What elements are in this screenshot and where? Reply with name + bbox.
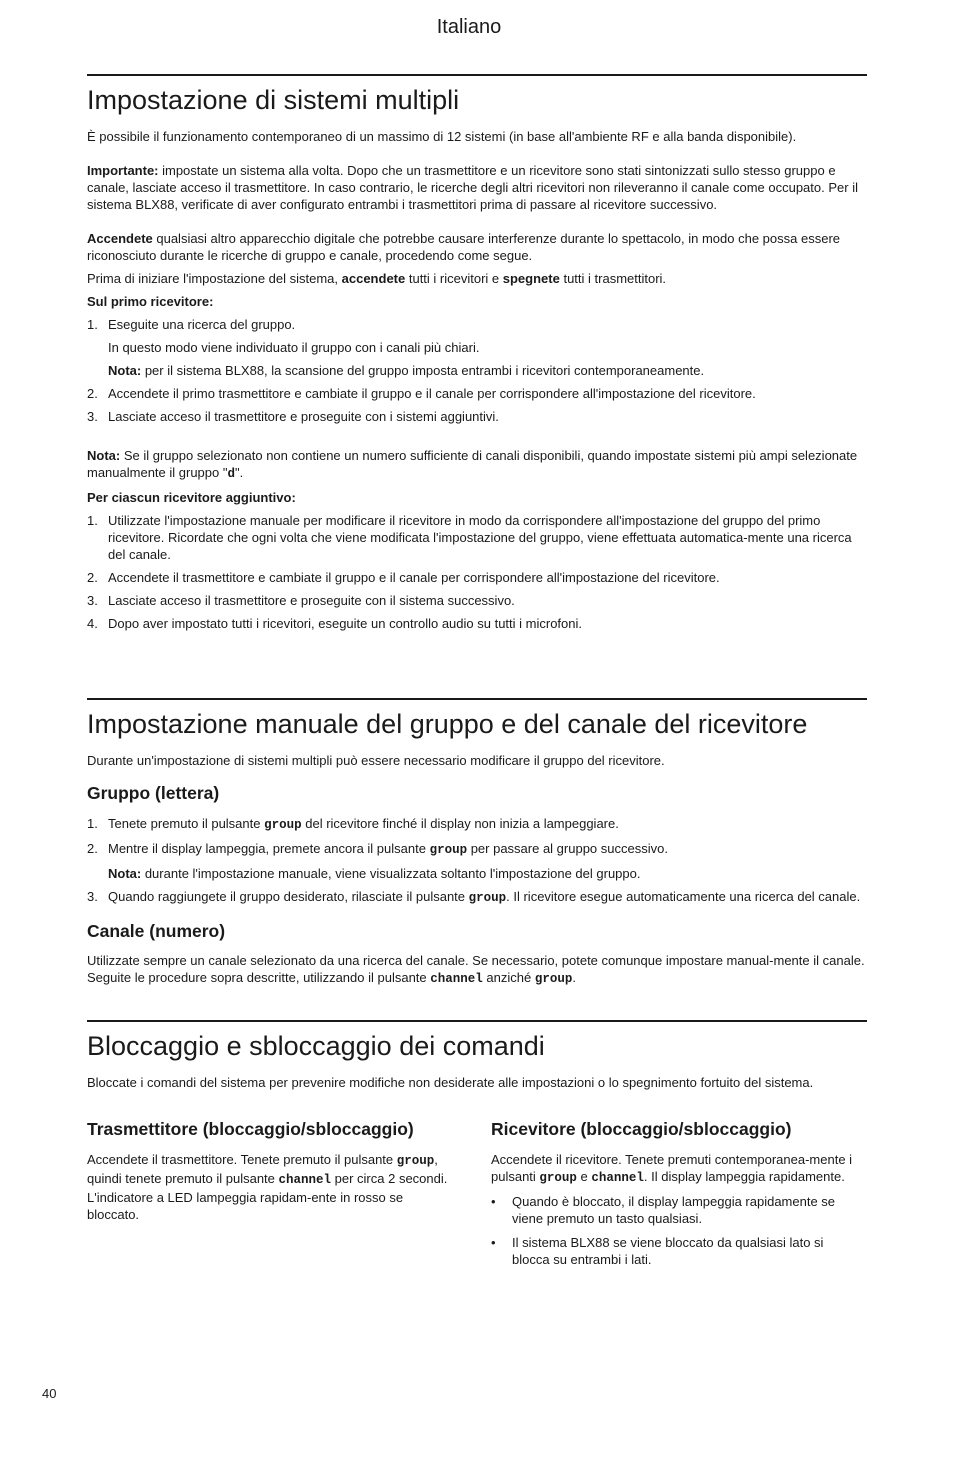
group-steps [87, 815, 867, 859]
section-title: Impostazione manuale del gruppo e del canale del ricevitore [87, 709, 808, 739]
accendete-paragraph: Accendete qualsiasi altro apparecchio digitale che potrebbe causare interferenze durante lo spettacolo, in modo che possa essere riconosciuto durante le ricerche di gruppo e canale, procedendo come segue. [87, 231, 841, 263]
channel-paragraph: Utilizzate sempre un canale selezionato da una ricerca del canale. Se necessario, potete comunque impostare manual-mente il canale. Seguite le procedure sopra descritte, utilizzando il pulsante channel anziché group. [87, 953, 865, 986]
transmitter-column [87, 1118, 449, 1223]
subsection-title-receiver: Ricevitore (bloccaggio/sbloccaggio) [491, 1119, 792, 1139]
button-name-group: group [396, 1154, 435, 1168]
list-item: 2. Accendete il trasmettitore e cambiate il gruppo e il canale per corrispondere all'impostazione del ricevitore. [87, 570, 720, 585]
page-language-label: Italiano [436, 16, 502, 38]
section-multiple-systems [87, 74, 867, 632]
bullet-icon: • [491, 1235, 496, 1250]
button-name-channel: channel [430, 972, 483, 986]
receiver-bullets [491, 1193, 863, 1268]
section-lock-unlock [87, 1020, 867, 1322]
important-paragraph: Importante: impostate un sistema alla volta. Dopo che un trasmettitore e un ricevitore sono stati sintonizzati sullo stesso gruppo e canale, lasciate acceso il trasmettitore. In caso contrario, le ricerche degli altri ricevitori non rileveranno il canale come occupato. Per il sistema BLX88, verificate di aver configurato entrambi i trasmettitori prima di passare al ricevitore successivo. [87, 163, 858, 212]
first-receiver-label: Sul primo ricevitore: [87, 294, 214, 309]
list-item: 1. Tenete premuto il pulsante group del ricevitore finché il display non inizia a lampeggiare. [87, 816, 619, 832]
receiver-column [491, 1118, 863, 1268]
intro-paragraph: Durante un'impostazione di sistemi multipli può essere necessario modificare il gruppo del ricevitore. [87, 753, 665, 768]
list-item: 4. Dopo aver impostato tutti i ricevitori, eseguite un controllo audio su tutti i microfoni. [87, 616, 583, 631]
step-note: Nota: per il sistema BLX88, la scansione del gruppo imposta entrambi i ricevitori contemporaneamente. [108, 363, 705, 378]
list-item: 2. Accendete il primo trasmettitore e cambiate il gruppo e il canale per corrispondere all'impostazione del ricevitore. [87, 386, 756, 401]
list-item: 3. Lasciate acceso il trasmettitore e proseguite con i sistemi aggiuntivi. [87, 409, 499, 424]
each-receiver-label: Per ciascun ricevitore aggiuntivo: [87, 490, 296, 505]
list-item: 1. Utilizzate l'impostazione manuale per modificare il ricevitore in modo da corrispondere all'impostazione del gruppo del primo ricevitore. Ricordate che ogni volta che viene modificata l'impostazione del gruppo, viene effettuata automatica-mente una ricerca del canale. [87, 513, 852, 562]
list-item: 3. Lasciate acceso il trasmettitore e proseguite con il sistema successivo. [87, 593, 515, 608]
page-number: 40 [42, 1386, 57, 1401]
subsection-title-transmitter: Trasmettitore (bloccaggio/sbloccaggio) [87, 1119, 414, 1139]
bullet-icon: • [491, 1194, 496, 1209]
group-note-paragraph: Nota: Se il gruppo selezionato non contiene un numero sufficiente di canali disponibili, quando impostate sistemi più ampi selezionate manualmente il gruppo "d". [87, 448, 858, 481]
important-label: Importante: [87, 163, 159, 178]
button-name-group: group [429, 843, 468, 857]
button-name-group: group [539, 1171, 577, 1185]
intro-paragraph: È possibile il funzionamento contemporaneo di un massimo di 12 sistemi (in base all'ambiente RF e alla banda disponibile). [87, 129, 797, 144]
each-receiver-steps [87, 512, 867, 632]
list-item: 1. Eseguite una ricerca del gruppo. [87, 317, 296, 332]
step-sub-text: In questo modo viene individuato il gruppo con i canali più chiari. [108, 340, 480, 355]
first-receiver-steps [87, 316, 867, 333]
group-steps-continued [87, 888, 867, 907]
intro-paragraph: Bloccate i comandi del sistema per prevenire modifiche non desiderate alle impostazioni o lo spegnimento fortuito del sistema. [87, 1075, 814, 1090]
transmitter-paragraph: Accendete il trasmettitore. Tenete premuto il pulsante group, quindi tenete premuto il pulsante channel per circa 2 secondi. L'indicatore a LED lampeggia rapidam-ente in rosso se bloccato. [87, 1152, 448, 1222]
section-manual-setup [87, 698, 867, 988]
list-item: 2. Mentre il display lampeggia, premete ancora il pulsante group per passare al gruppo successivo. [87, 841, 668, 857]
button-name-channel: channel [591, 1171, 644, 1185]
before-setup-paragraph: Prima di iniziare l'impostazione del sistema, accendete tutti i ricevitori e spegnete tutti i trasmettitori. [87, 271, 667, 286]
section-title: Impostazione di sistemi multipli [87, 85, 460, 115]
subsection-title-group: Gruppo (lettera) [87, 783, 220, 803]
button-name-group: group [264, 818, 302, 832]
list-item: 3. Quando raggiungete il gruppo desiderato, rilasciate il pulsante group. Il ricevitore esegue automaticamente una ricerca del canale. [87, 889, 861, 905]
subsection-title-channel: Canale (numero) [87, 921, 226, 941]
receiver-paragraph: Accendete il ricevitore. Tenete premuti contemporanea-mente i pulsanti group e channel. Il display lampeggia rapidamente. [491, 1152, 853, 1185]
button-name-channel: channel [278, 1173, 332, 1187]
button-name-group: group [468, 891, 507, 905]
button-name-group: group [534, 972, 573, 986]
first-receiver-steps-continued [87, 385, 867, 425]
list-item: • Il sistema BLX88 se viene bloccato da qualsiasi lato si blocca su entrambi i lati. [491, 1235, 824, 1267]
section-title: Bloccaggio e sbloccaggio dei comandi [87, 1031, 545, 1061]
list-item: • Quando è bloccato, il display lampeggia rapidamente se viene premuto un tasto qualsiasi. [491, 1194, 836, 1226]
step-note: Nota: durante l'impostazione manuale, viene visualizzata soltanto l'impostazione del gruppo. [108, 866, 641, 881]
